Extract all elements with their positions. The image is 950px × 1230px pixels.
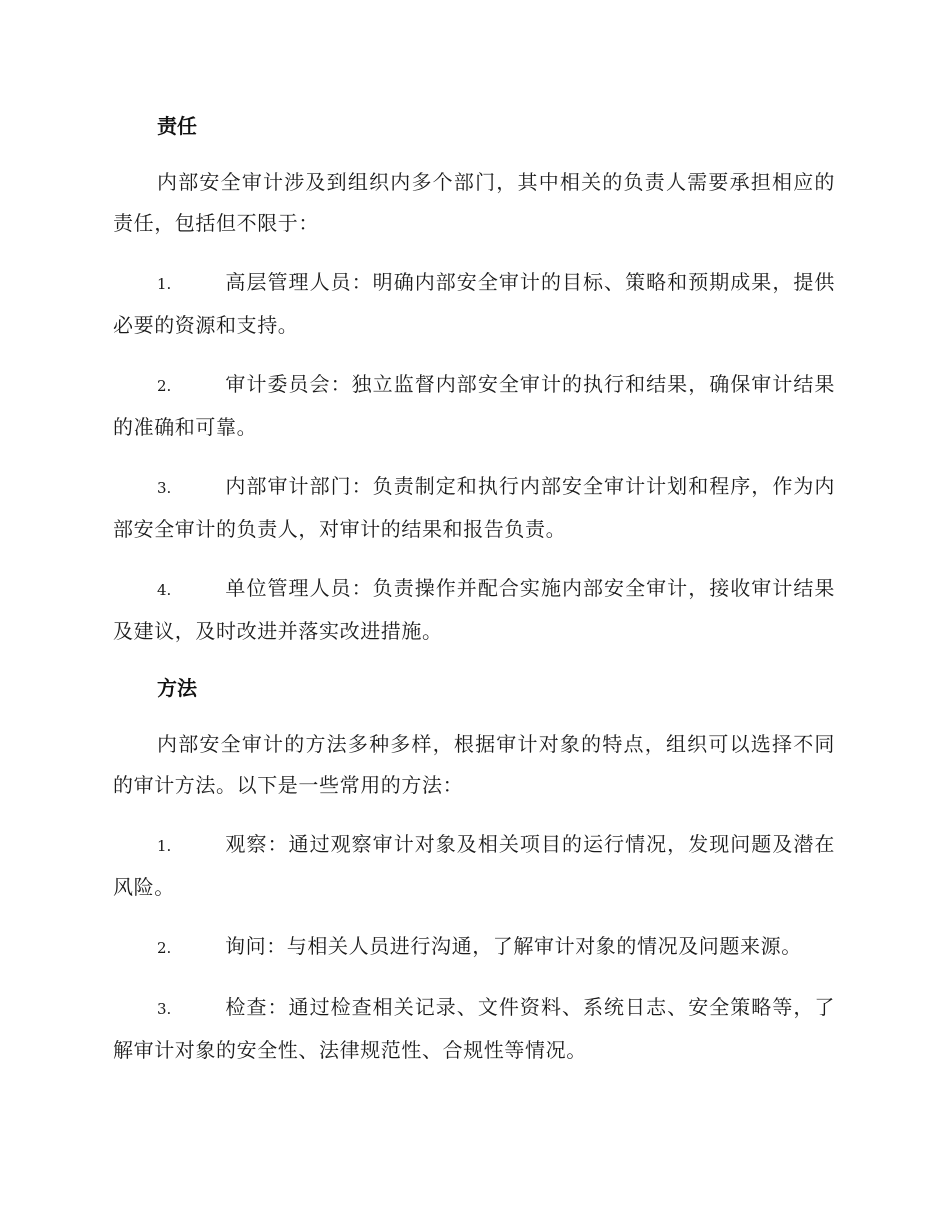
list-item bbox=[113, 824, 835, 908]
list-item-number: 1. bbox=[157, 275, 172, 293]
list-item-text: 检查：通过检查相关记录、文件资料、系统日志、安全策略等，了解审计对象的安全性、法律规范性、合规性等情况。 bbox=[113, 995, 835, 1062]
list-item-number: 2. bbox=[157, 377, 172, 395]
list-item-number: 3. bbox=[157, 479, 172, 497]
section-methods bbox=[113, 670, 835, 1071]
list-item-number: 2. bbox=[157, 939, 172, 957]
list-item-number: 1. bbox=[157, 837, 172, 855]
list-item bbox=[113, 466, 835, 550]
list-item-text: 内部审计部门：负责制定和执行内部安全审计计划和程序，作为内部安全审计的负责人，对审计的结果和报告负责。 bbox=[113, 474, 835, 541]
section-heading: 责任 bbox=[157, 114, 197, 138]
list-item bbox=[113, 568, 835, 652]
section-heading: 方法 bbox=[157, 676, 197, 700]
section-intro: 内部安全审计的方法多种多样，根据审计对象的特点，组织可以选择不同的审计方法。以下是一些常用的方法： bbox=[113, 732, 835, 797]
list-item bbox=[113, 364, 835, 448]
list-item-text: 审计委员会：独立监督内部安全审计的执行和结果，确保审计结果的准确和可靠。 bbox=[113, 372, 835, 439]
list-item-text: 单位管理人员：负责操作并配合实施内部安全审计，接收审计结果及建议，及时改进并落实改进措施。 bbox=[113, 576, 835, 643]
document-page bbox=[113, 108, 835, 1089]
list-item-number: 3. bbox=[157, 1000, 172, 1018]
section-intro: 内部安全审计涉及到组织内多个部门，其中相关的负责人需要承担相应的责任，包括但不限于： bbox=[113, 170, 835, 235]
list-item bbox=[113, 987, 835, 1071]
list-item bbox=[113, 926, 835, 969]
list-item-text: 观察：通过观察审计对象及相关项目的运行情况，发现问题及潜在风险。 bbox=[113, 832, 835, 899]
list-item-text: 询问：与相关人员进行沟通，了解审计对象的情况及问题来源。 bbox=[225, 934, 802, 958]
section-responsibility bbox=[113, 108, 835, 652]
list-item-text: 高层管理人员：明确内部安全审计的目标、策略和预期成果，提供必要的资源和支持。 bbox=[113, 270, 835, 337]
list-item-number: 4. bbox=[157, 581, 172, 599]
list-item bbox=[113, 262, 835, 346]
